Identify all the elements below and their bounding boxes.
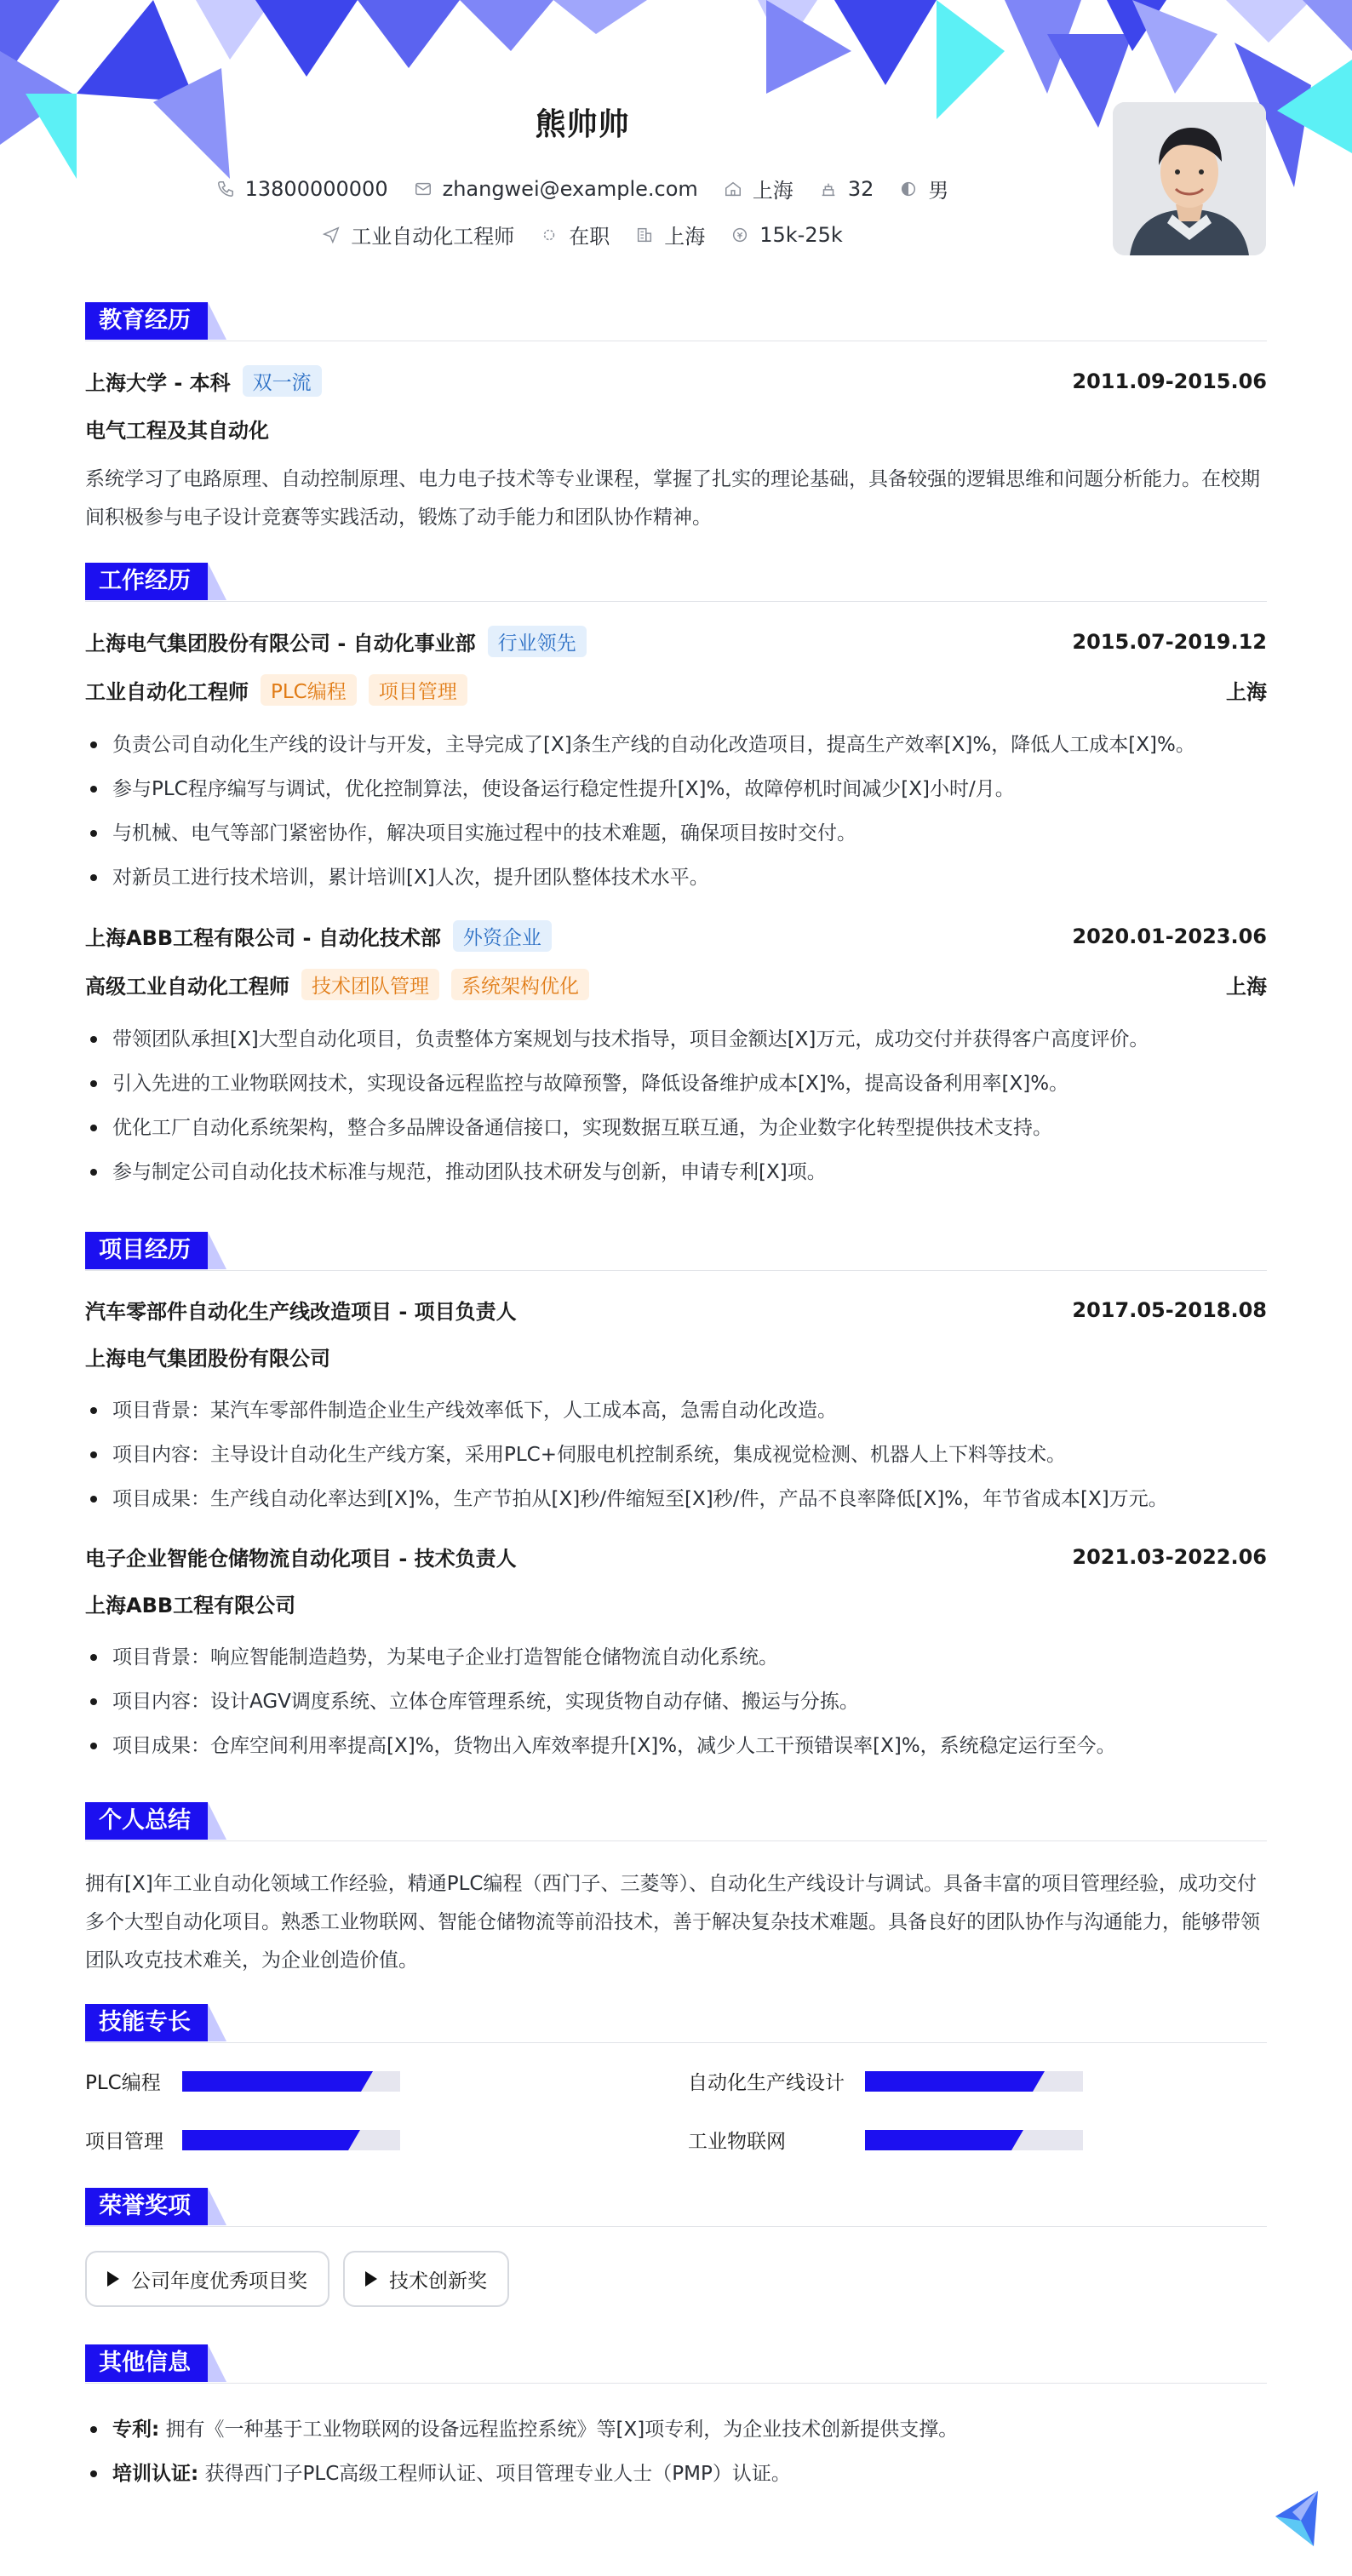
education-section	[85, 302, 1267, 537]
list-item: 引入先进的工业物联网技术，实现设备远程监控与故障预警，降低设备维护成本[X]%，提高设备利用率[X]%。	[85, 1062, 1267, 1106]
company-name: 上海ABB工程有限公司 - 自动化技术部	[85, 926, 441, 950]
list-item: 对新员工进行技术培训，累计培训[X]人次，提升团队整体技术水平。	[85, 856, 1267, 900]
list-item: 负责公司自动化生产线的设计与开发，主导完成了[X]条生产线的自动化改造项目，提高生产效率[X]%，降低人工成本[X]%。	[85, 723, 1267, 767]
skill-level-fill	[865, 2130, 1011, 2150]
other-bullets	[85, 2407, 1267, 2496]
project-company: 上海电气集团股份有限公司	[85, 1347, 330, 1371]
section-divider	[85, 601, 1267, 602]
skill-level-fill	[182, 2071, 361, 2092]
awards-section-header	[85, 2188, 1267, 2225]
email-text: zhangwei@example.com	[442, 176, 698, 201]
work-entry-header	[85, 626, 1267, 657]
project-company-row	[85, 1589, 1267, 1618]
award-label: 技术创新奖	[389, 2270, 487, 2293]
gender-info	[899, 174, 948, 203]
avatar	[1113, 102, 1266, 255]
skill-item	[688, 2067, 1267, 2095]
resume-header	[0, 0, 1352, 272]
work-section	[85, 563, 1267, 1194]
section-divider	[85, 2226, 1267, 2227]
work-city: 上海	[1226, 680, 1267, 704]
role-tag: 系统架构优化	[451, 969, 589, 1000]
other-section-title: 其他信息	[85, 2344, 208, 2382]
skill-level-fill	[865, 2071, 1033, 2092]
age-icon	[819, 180, 838, 198]
city-text: 上海	[664, 225, 706, 249]
education-date: 2011.09-2015.06	[1072, 369, 1267, 393]
school-name: 上海大学 - 本科	[85, 371, 231, 395]
other-text: 拥有《一种基于工业物联网的设备远程监控系统》等[X]项专利，为企业技术创新提供支撑。	[165, 2419, 959, 2441]
award-chip	[85, 2251, 329, 2307]
other-text: 获得西门子PLC高级工程师认证、项目管理专业人士（PMP）认证。	[204, 2463, 791, 2485]
projects-section-header	[85, 1232, 1267, 1269]
phone-info	[216, 174, 388, 203]
skill-name: 项目管理	[85, 2131, 163, 2153]
role-title: 工业自动化工程师	[85, 680, 249, 704]
play-icon	[365, 2271, 377, 2287]
salary-text: 15k-25k	[759, 222, 843, 247]
list-item: 优化工厂自动化系统架构，整合多品牌设备通信接口，实现数据互联互通，为企业数字化转型提供技术支持。	[85, 1106, 1267, 1150]
role-tag: PLC编程	[261, 674, 357, 706]
role-tag: 技术团队管理	[301, 969, 439, 1000]
list-item: 参与PLC程序编写与调试，优化控制算法，使设备运行稳定性提升[X]%，故障停机时间减少[X]小时/月。	[85, 767, 1267, 811]
award-label: 公司年度优秀项目奖	[131, 2270, 307, 2293]
section-divider	[85, 2383, 1267, 2384]
status-info	[540, 220, 610, 249]
home-icon	[724, 180, 742, 198]
skill-level-bar	[182, 2071, 400, 2092]
age-text: 32	[847, 176, 874, 201]
awards-section	[85, 2188, 1267, 2307]
list-item: 与机械、电气等部门紧密协作，解决项目实施过程中的技术难题，确保项目按时交付。	[85, 811, 1267, 856]
education-description: 系统学习了电路原理、自动控制原理、电力电子技术等专业课程，掌握了扎实的理论基础，具备较强的逻辑思维和问题分析能力。在校期间积极参与电子设计竞赛等实践活动，锻炼了动手能力和团队协作精神。	[85, 468, 1260, 529]
skill-level-bar	[865, 2130, 1083, 2150]
education-major-row	[85, 414, 1267, 444]
work-date: 2020.01-2023.06	[1072, 924, 1267, 948]
company-tag: 行业领先	[488, 626, 587, 657]
skill-item	[85, 2126, 688, 2154]
resume-body	[85, 302, 1267, 2516]
list-item	[85, 2407, 1267, 2452]
section-divider	[85, 1840, 1267, 1841]
education-section-header	[85, 302, 1267, 340]
section-divider	[85, 2042, 1267, 2043]
phone-icon	[216, 180, 235, 198]
status-text: 在职	[569, 225, 610, 249]
project-date: 2017.05-2018.08	[1072, 1297, 1267, 1322]
awards-section-title: 荣誉奖项	[85, 2188, 208, 2225]
wallet-icon	[730, 226, 749, 244]
job-title-text: 工业自动化工程师	[351, 225, 515, 249]
work-role-row	[85, 969, 1267, 1000]
location-text: 上海	[752, 179, 793, 203]
education-entry-header	[85, 365, 1267, 397]
skill-item	[688, 2126, 1267, 2154]
work-city: 上海	[1226, 975, 1267, 999]
projects-section	[85, 1232, 1267, 1768]
work-section-title: 工作经历	[85, 563, 208, 600]
list-item: 项目成果：生产线自动化率达到[X]%，生产节拍从[X]秒/件缩短至[X]秒/件，产品不良率降低[X]%，年节省成本[X]万元。	[85, 1477, 1267, 1521]
skill-level-fill	[182, 2130, 348, 2150]
contact-info-row	[0, 174, 1165, 203]
school-tag: 双一流	[243, 365, 322, 397]
job-title-info	[322, 220, 514, 249]
project-company: 上海ABB工程有限公司	[85, 1594, 296, 1617]
summary-section-title: 个人总结	[85, 1802, 208, 1840]
job-info-row	[0, 220, 1165, 249]
other-label: 专利:	[112, 2419, 160, 2441]
skills-section	[85, 2004, 1267, 2154]
role-title: 高级工业自动化工程师	[85, 975, 289, 999]
skill-item	[85, 2067, 688, 2095]
summary-section	[85, 1802, 1267, 1980]
work-bullets	[85, 1017, 1267, 1194]
city-info	[635, 220, 705, 249]
mail-icon	[414, 180, 433, 198]
list-item: 带领团队承担[X]大型自动化项目，负责整体方案规划与技术指导，项目金额达[X]万元，成功交付并获得客户高度评价。	[85, 1017, 1267, 1062]
salary-info	[730, 220, 843, 249]
other-label: 培训认证:	[112, 2463, 199, 2485]
company-tag: 外资企业	[453, 920, 552, 952]
list-item: 项目内容：主导设计自动化生产线方案，采用PLC+伺服电机控制系统，集成视觉检测、机器人上下料等技术。	[85, 1433, 1267, 1477]
company-name: 上海电气集团股份有限公司 - 自动化事业部	[85, 632, 476, 655]
projects-section-title: 项目经历	[85, 1232, 208, 1269]
work-role-row	[85, 674, 1267, 706]
candidate-name: 熊帅帅	[535, 107, 630, 142]
status-icon	[540, 226, 559, 244]
role-tag: 项目管理	[369, 674, 467, 706]
list-item: 项目背景：响应智能制造趋势，为某电子企业打造智能仓储物流自动化系统。	[85, 1635, 1267, 1680]
gender-text: 男	[928, 179, 949, 203]
project-title: 汽车零部件自动化生产线改造项目 - 项目负责人	[85, 1300, 517, 1324]
awards-list	[85, 2251, 1267, 2307]
skill-name: PLC编程	[85, 2072, 161, 2094]
work-section-header	[85, 563, 1267, 600]
other-section	[85, 2344, 1267, 2496]
skills-section-title: 技能专长	[85, 2004, 208, 2041]
work-date: 2015.07-2019.12	[1072, 629, 1267, 654]
summary-section-header	[85, 1802, 1267, 1840]
skill-level-bar	[182, 2130, 400, 2150]
list-item: 项目成果：仓库空间利用率提高[X]%，货物出入库效率提升[X]%，减少人工干预错误率[X]%，系统稳定运行至今。	[85, 1724, 1267, 1768]
gender-icon	[899, 180, 918, 198]
award-chip	[343, 2251, 509, 2307]
skill-name: 工业物联网	[688, 2131, 786, 2153]
project-entry-header	[85, 1542, 1267, 1571]
age-info	[819, 174, 874, 203]
work-bullets	[85, 723, 1267, 900]
send-icon	[322, 226, 341, 244]
play-icon	[107, 2271, 119, 2287]
section-divider	[85, 1270, 1267, 1271]
list-item	[85, 2452, 1267, 2496]
skill-name: 自动化生产线设计	[688, 2072, 845, 2094]
work-entry-header	[85, 920, 1267, 952]
major-name: 电气工程及其自动化	[85, 419, 269, 443]
email-info	[414, 174, 698, 203]
project-entry-header	[85, 1295, 1267, 1325]
phone-text: 13800000000	[244, 176, 388, 201]
project-bullets	[85, 1388, 1267, 1521]
other-section-header	[85, 2344, 1267, 2382]
summary-text: 拥有[X]年工业自动化领域工作经验，精通PLC编程（西门子、三菱等）、自动化生产线设计与调试。具备丰富的项目管理经验，成功交付多个大型自动化项目。熟悉工业物联网、智能仓储物流等前沿技术，善于解决复杂技术难题。具备良好的团队协作与沟通能力，能够带领团队攻克技术难关，为企业创造价值。	[85, 1873, 1260, 1972]
project-title: 电子企业智能仓储物流自动化项目 - 技术负责人	[85, 1547, 517, 1571]
list-item: 项目背景：某汽车零部件制造企业生产线效率低下，人工成本高，急需自动化改造。	[85, 1388, 1267, 1433]
skills-section-header	[85, 2004, 1267, 2041]
project-company-row	[85, 1342, 1267, 1371]
building-icon	[635, 226, 654, 244]
skills-grid	[85, 2067, 1267, 2154]
location-info	[724, 174, 793, 203]
skill-level-bar	[865, 2071, 1083, 2092]
corner-decoration	[1267, 2482, 1326, 2550]
list-item: 参与制定公司自动化技术标准与规范，推动团队技术研发与创新，申请专利[X]项。	[85, 1150, 1267, 1194]
education-section-title: 教育经历	[85, 302, 208, 340]
project-date: 2021.03-2022.06	[1072, 1544, 1267, 1569]
project-bullets	[85, 1635, 1267, 1768]
list-item: 项目内容：设计AGV调度系统、立体仓库管理系统，实现货物自动存储、搬运与分拣。	[85, 1680, 1267, 1724]
